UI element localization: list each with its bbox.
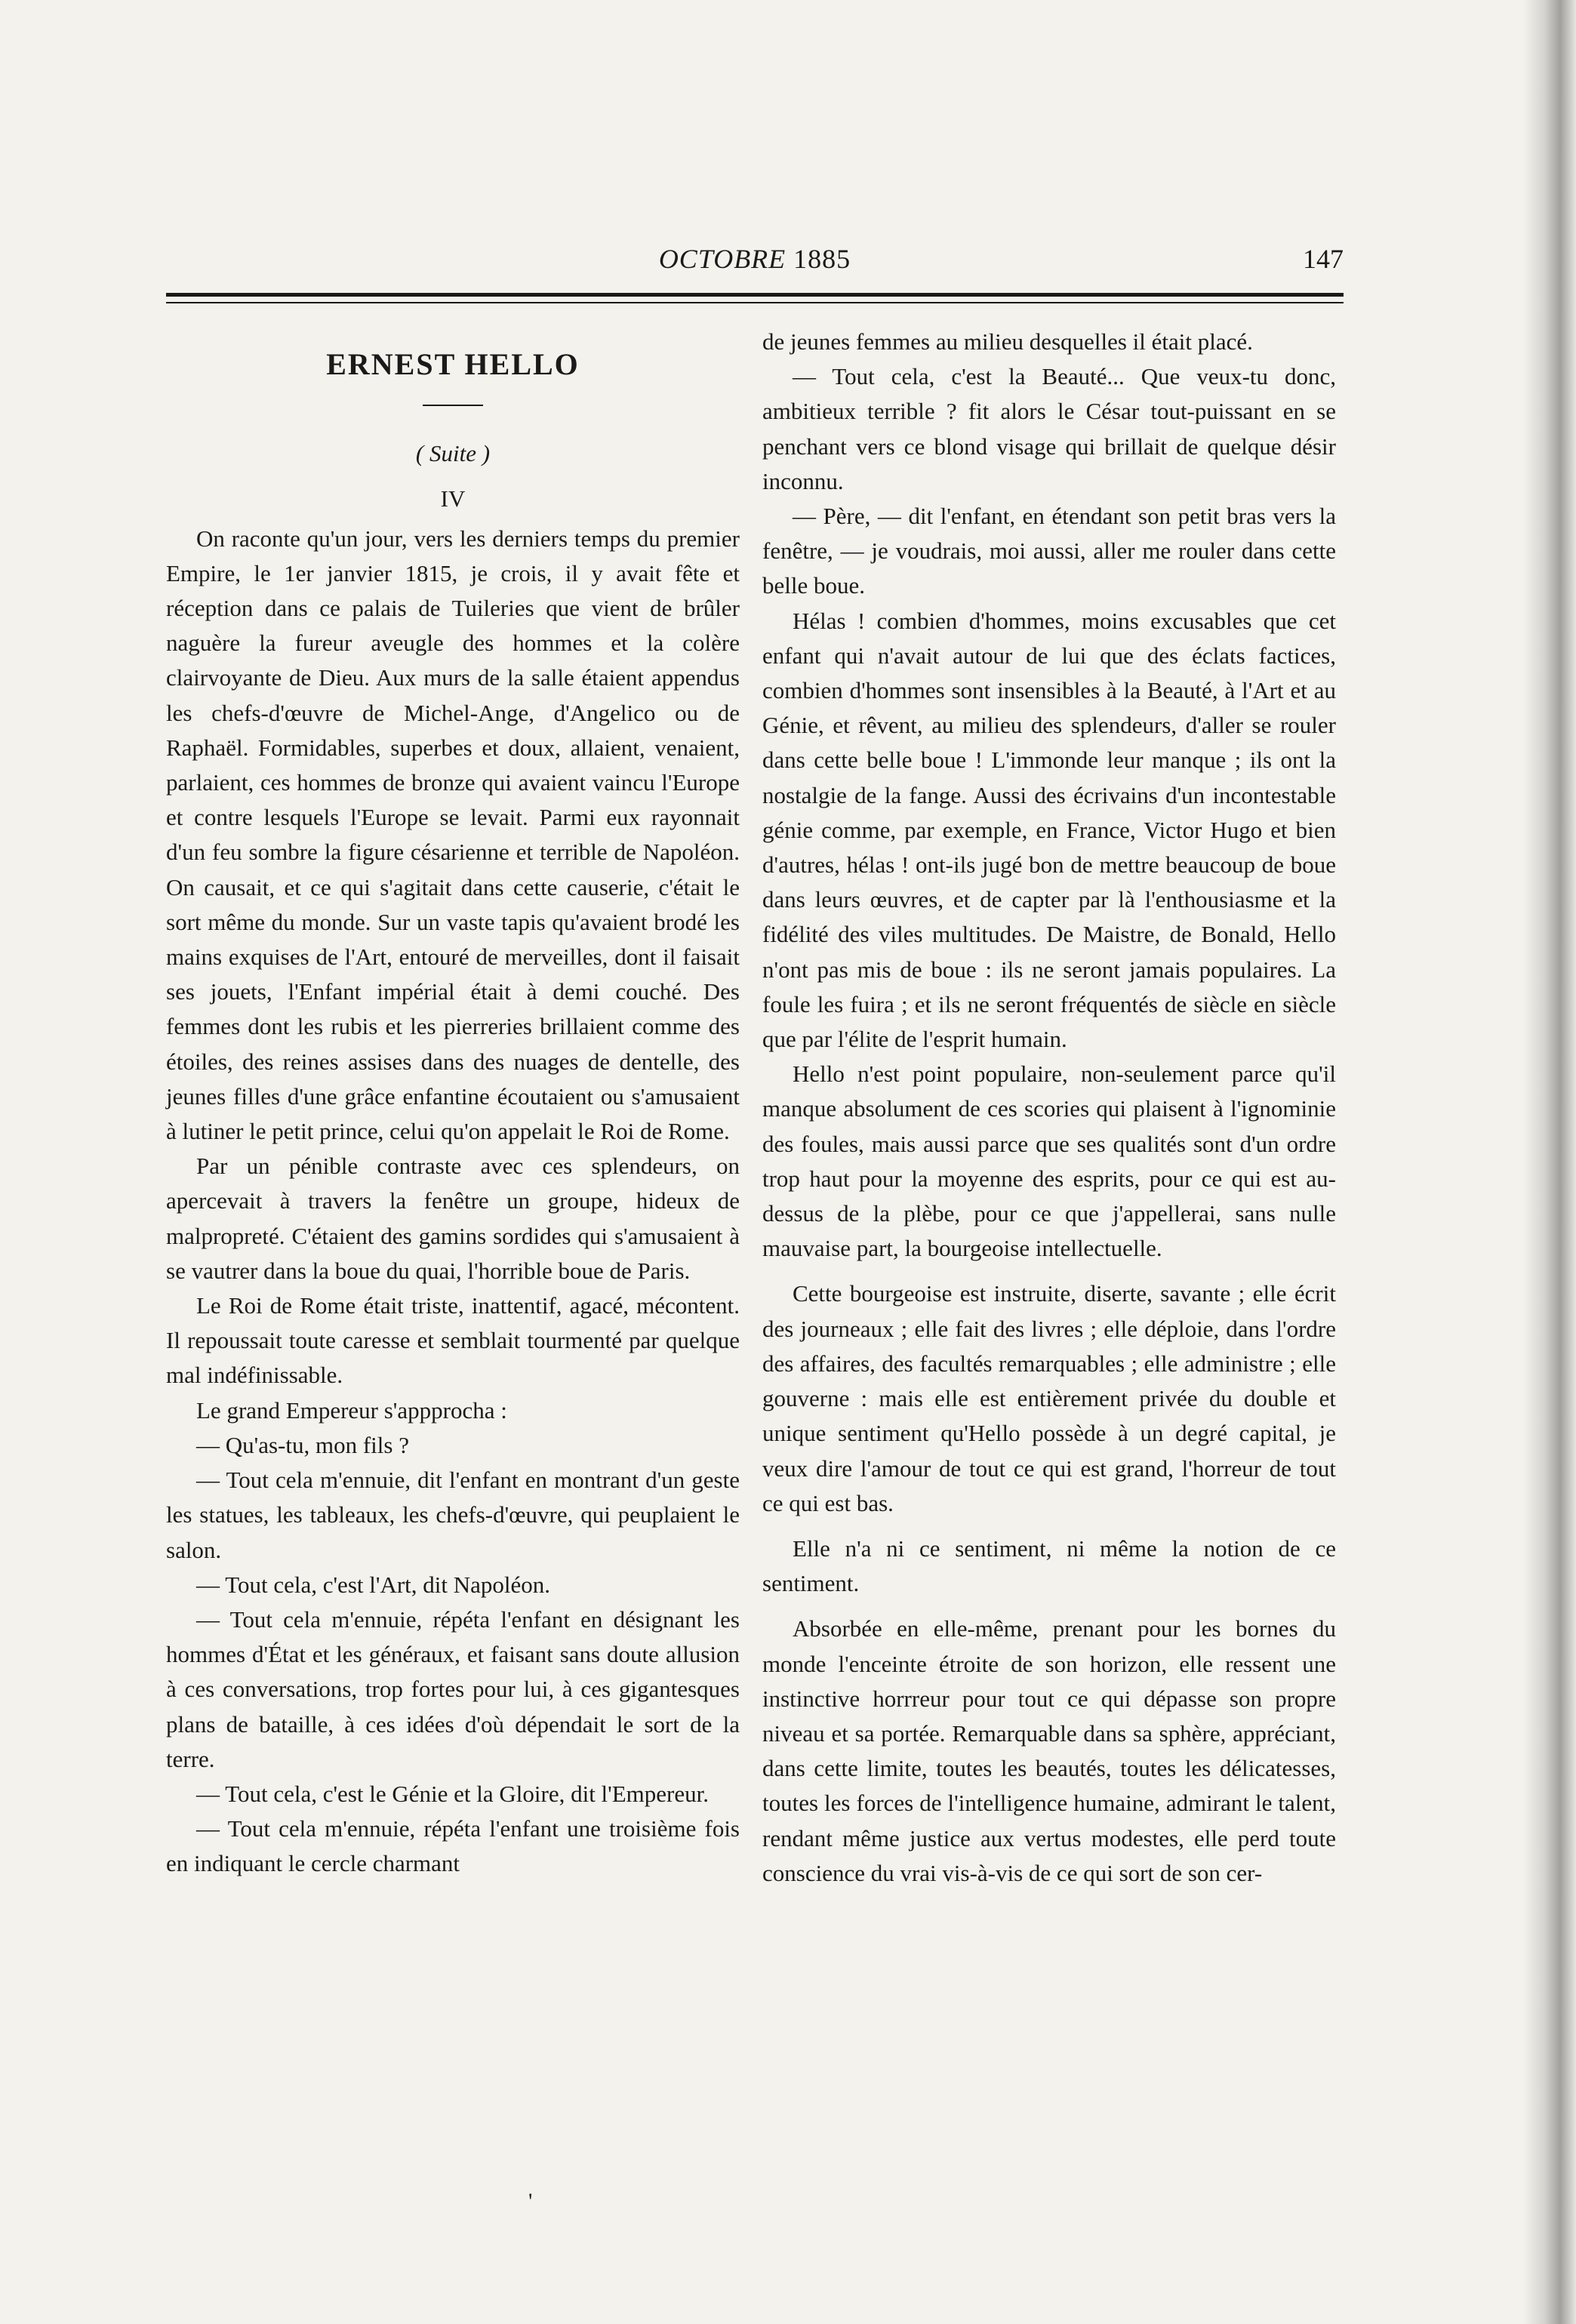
footer-mark: ' — [528, 2189, 533, 2214]
right-column — [762, 325, 1336, 1891]
article-subtitle: ( Suite ) — [415, 440, 491, 467]
header-rule-thick — [166, 293, 1344, 297]
header-year: 1885 — [793, 244, 851, 274]
paragraph: Le grand Empereur s'appprocha : — [196, 1396, 507, 1424]
paragraph: — Père, — dit l'enfant, en étendant son petit bras vers la fenêtre, — je voudrais, moi aussi, aller me rouler dans cette belle boue. — [762, 503, 1336, 599]
left-column — [166, 325, 740, 1882]
paragraph: On raconte qu'un jour, vers les derniers temps du premier Empire, le 1er janvier 1815, je crois, il y avait fête et réception dans ce palais de Tuileries que vient de brûler naguère la fureur aveugle des hommes et la colère clairvoyante de Dieu. Aux murs de la salle étaient appendus les chefs-d'œuvre de Michel-Ange, d'Angelico ou de Raphaël. Formidables, superbes et doux, allaient, venaient, parlaient, ces hommes de bronze qui avaient vaincu l'Europe et contre lesquels l'Europe se levait. Parmi eux rayonnait d'un feu sombre la figure césarienne et terrible de Napoléon. On causait, et ce qui s'agitait dans cette causerie, c'était le sort même du monde. Sur un vaste tapis qu'avaient brodé les mains exquises de l'Art, entouré de merveilles, dont il faisait ses jouets, l'Enfant impérial était à demi couché. Des femmes dont les rubis et les pierreries brillaient comme des étoiles, des reines assises dans des nuages de dentelle, des jeunes filles d'une grâce enfantine écoutaient ou s'amusaient à lutiner le petit prince, celui qu'on appelait le Roi de Rome. — [166, 525, 740, 1145]
paragraph: — Tout cela m'ennuie, répéta l'enfant une troisième fois en indiquant le cercle charmant — [166, 1815, 740, 1877]
paragraph: — Tout cela, c'est le Génie et la Gloire, dit l'Empereur. — [196, 1780, 710, 1807]
header-rule-thin — [166, 302, 1344, 303]
paragraph: Elle n'a ni ce sentiment, ni même la notion de ce sentiment. — [762, 1534, 1336, 1597]
header-date — [166, 243, 1344, 275]
paragraph: de jeunes femmes au milieu desquelles il était placé. — [762, 328, 1253, 355]
title-divider — [423, 405, 483, 406]
paragraph: Absorbée en elle-même, prenant pour les bornes du monde l'enceinte étroite de son horizon, elle ressent une instinctive horrreur pour tout ce qui dépasse son propre niveau et sa portée. Remarquable dans sa sphère, appréciant, dans cette limite, toutes les beautés, toutes les délicatesses, toutes les forces de l'intelligence humaine, admirant le talent, rendant même justice aux vertus modestes, elle perd toute conscience du vrai vis-à-vis de ce qui sort de son cer- — [762, 1615, 1336, 1886]
paragraph: Le Roi de Rome était triste, inattentif, agacé, mécontent. Il repoussait toute caresse et semblait tourmenté par quelque mal indéfinissable. — [166, 1292, 740, 1389]
paragraph: — Tout cela, c'est la Beauté... Que veux-tu donc, ambitieux terrible ? fit alors le César tout-puissant en se penchant vers ce blond visage qui brillait de quelque désir inconnu. — [762, 363, 1336, 494]
paragraph: Cette bourgeoise est instruite, diserte, savante ; elle écrit des journeaux ; elle fait des livres ; elle déploie, dans l'ordre des affaires, des facultés remarquables ; elle administre ; elle gouverne : mais elle est entièrement privée du double et unique sentiment qu'Hello possède à un degré capital, je veux dire l'amour de tout ce qui est grand, l'horreur de tout ce qui est bas. — [762, 1280, 1336, 1516]
paragraph: Par un pénible contraste avec ces splendeurs, on apercevait à travers la fenêtre un groupe, hideux de malpropreté. C'étaient des gamins sordides qui s'amusaient à se vautrer dans la boue du quai, l'horrible boue de Paris. — [166, 1153, 740, 1284]
paragraph: — Qu'as-tu, mon fils ? — [196, 1431, 409, 1458]
page-edge-shadow — [1523, 0, 1576, 2324]
section-number: IV — [440, 485, 466, 513]
running-header — [166, 243, 1344, 288]
paragraph: Hello n'est point populaire, non-seulement parce qu'il manque absolument de ces scories qui plaisent à l'ignominie des foules, mais aussi parce que ses qualités sont d'un ordre trop haut pour la moyenne des esprits, pour ce qui est au-dessus de la plèbe, pour ce que j'appellerai, sans nulle mauvaise part, la bourgeoise intellectuelle. — [762, 1060, 1336, 1262]
article-title: ERNEST HELLO — [326, 347, 580, 381]
page-number: 147 — [1303, 244, 1344, 274]
paragraph: — Tout cela m'ennuie, répéta l'enfant en désignant les hommes d'État et les généraux, et faisant sans doute allusion à ces conversations, trop fortes pour lui, à ces gigantesques plans de bataille, à ces idées d'où dépendait le sort de la terre. — [166, 1605, 740, 1772]
header-month: OCTOBRE — [658, 244, 786, 274]
paragraph: — Tout cela, c'est l'Art, dit Napoléon. — [196, 1571, 551, 1598]
paragraph: — Tout cela m'ennuie, dit l'enfant en montrant d'un geste les statues, les tableaux, les chefs-d'œuvre, qui peuplaient le salon. — [166, 1467, 740, 1563]
paragraph: Hélas ! combien d'hommes, moins excusables que cet enfant qui n'avait autour de lui que des éclats factices, combien d'hommes sont insensibles à la Beauté, à l'Art et au Génie, et rêvent, au milieu des splendeurs, d'aller se rouler dans cette belle boue ! L'immonde leur manque ; ils ont la nostalgie de la fange. Aussi des écrivains d'un incontestable génie comme, par exemple, en France, Victor Hugo et bien d'autres, hélas ! ont-ils jugé bon de mettre beaucoup de boue dans leurs œuvres, et de capter par là l'enthousiasme et la fidélité des viles multitudes. De Maistre, de Bonald, Hello n'ont pas mis de boue : ils ne seront jamais populaires. La foule les fuira ; et ils ne seront fréquentés de siècle en siècle que par l'élite de l'esprit humain. — [762, 607, 1336, 1053]
